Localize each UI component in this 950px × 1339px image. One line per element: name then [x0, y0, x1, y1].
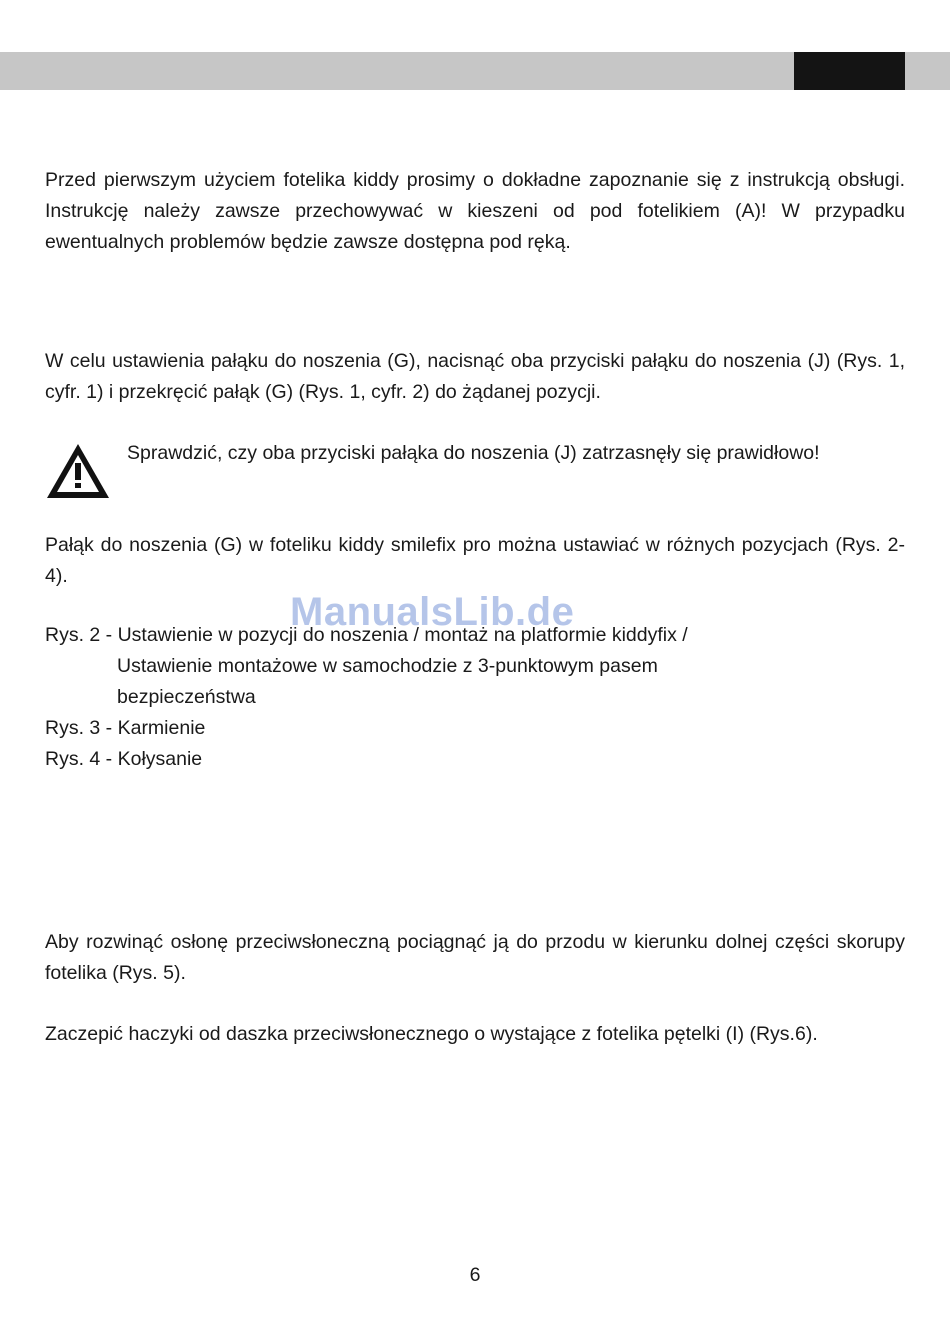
figure-list	[45, 620, 905, 775]
handle-paragraph: W celu ustawienia pałąku do noszenia (G), nacisnąć oba przyciski pałąku do noszenia (J) (Rys. 1, cyfr. 1) i przekręcić pałąk (G) (Rys. 1, cyfr. 2) do żądanej pozycji.	[45, 350, 905, 403]
sunshade-paragraph: Aby rozwinąć osłonę przeciwsłoneczną pociągnąć ją do przodu w kierunku dolnej części skorupy fotelika (Rys. 5).	[45, 931, 905, 984]
figure-line: bezpieczeństwa	[117, 686, 256, 708]
figure-line: Rys. 4 - Kołysanie	[45, 748, 203, 770]
spacer	[45, 989, 905, 1019]
warning-text: Sprawdzić, czy oba przyciski pałąka do noszenia (J) zatrzasnęły się prawidłowo!	[127, 442, 820, 464]
intro-paragraph: Przed pierwszym użyciem fotelika kiddy prosimy o dokładne zapoznanie się z instrukcją obsługi. Instrukcję należy zawsze przechowywać w kieszeni od pod fotelikiem (A)! W przypadku ewentualnych problemów będzie zawsze dostępna pod ręką.	[45, 169, 905, 253]
figure-line: Rys. 2 - Ustawienie w pozycji do noszenia / montaż na platformie kiddyfix /	[45, 624, 688, 646]
warning-triangle-icon	[45, 442, 111, 500]
watermark: ManualsLib.de	[290, 590, 575, 634]
spacer	[45, 500, 905, 530]
page-content	[45, 165, 905, 1050]
positions-paragraph: Pałąk do noszenia (G) w foteliku kiddy smilefix pro można ustawiać w różnych pozycjach (Rys. 2-4).	[45, 534, 905, 587]
header-bar	[0, 52, 950, 90]
hooks-paragraph: Zaczepić haczyki od daszka przeciwsłonecznego o wystające z fotelika pętelki (I) (Rys.6).	[45, 1023, 818, 1045]
header-black-block	[794, 52, 905, 90]
warning-block	[45, 438, 905, 500]
spacer	[45, 775, 905, 927]
figure-line: Ustawienie montażowe w samochodzie z 3-punktowym pasem	[117, 655, 658, 677]
spacer	[45, 258, 905, 346]
page-number: 6	[469, 1264, 481, 1286]
figure-line: Rys. 3 - Karmienie	[45, 717, 206, 739]
